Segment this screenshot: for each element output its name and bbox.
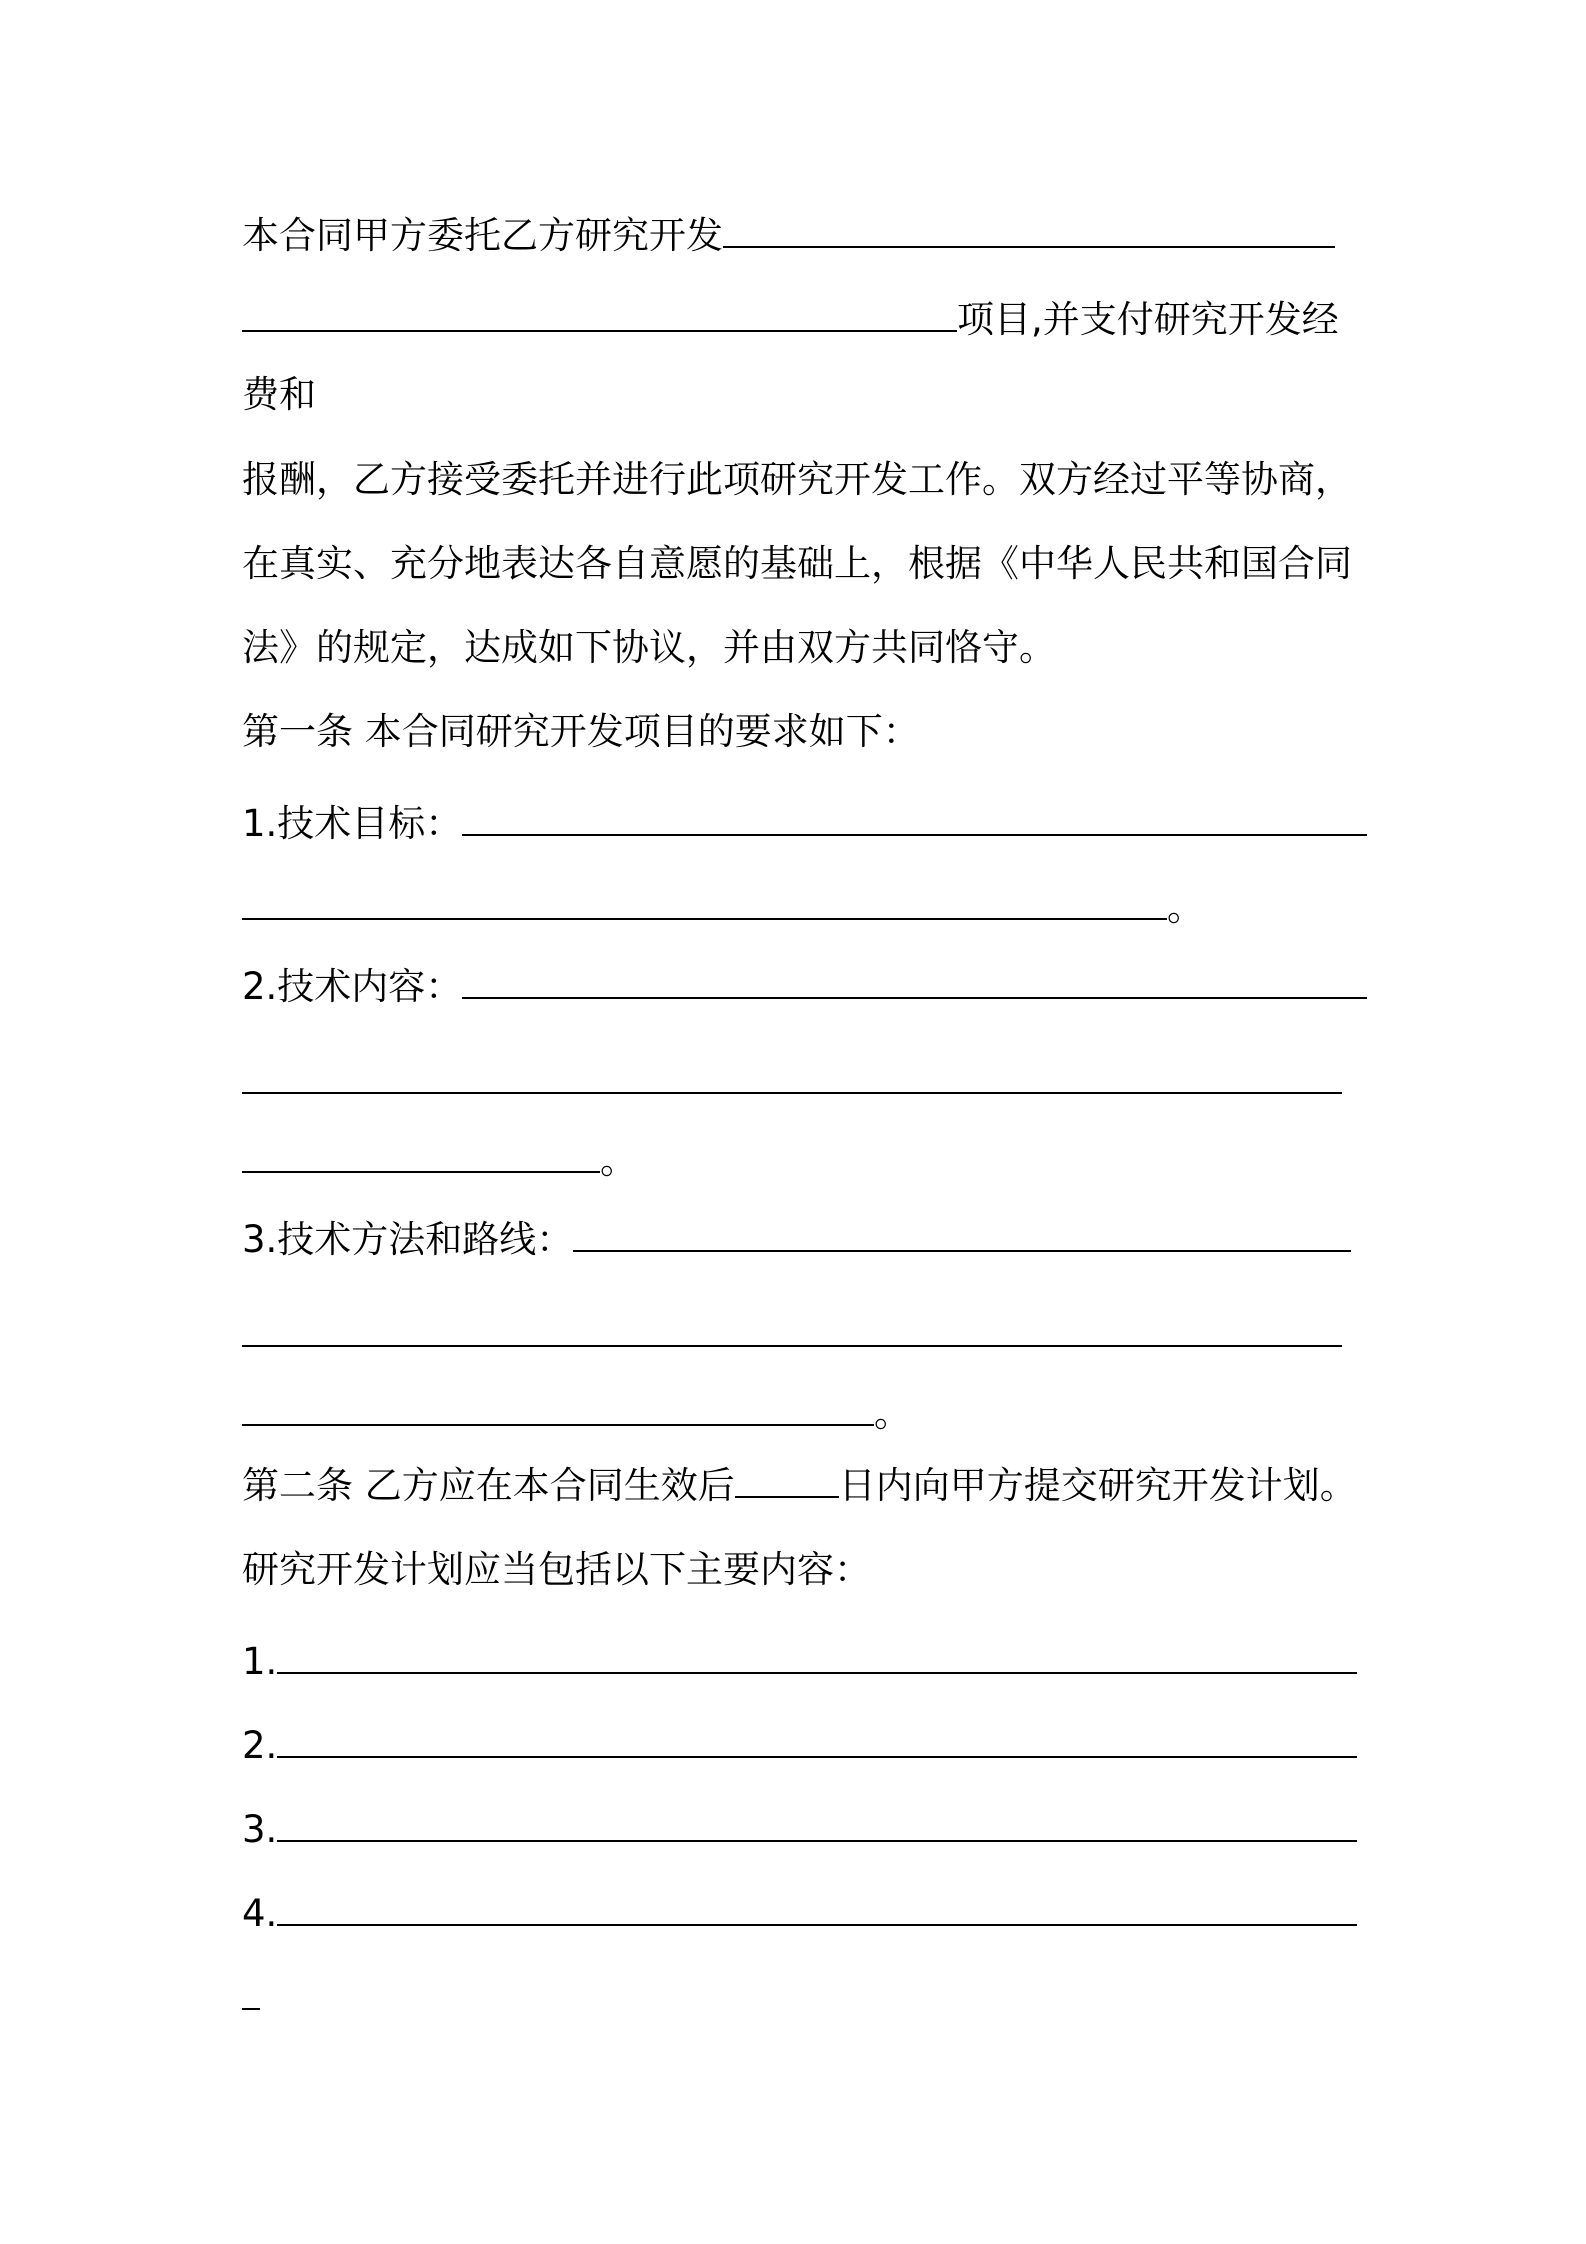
line-text: 3.技术方法和路线：: [242, 1218, 574, 1261]
line-11: [242, 1052, 1362, 1112]
line-3: [242, 365, 1362, 425]
line-6: [242, 618, 1362, 678]
article-1-heading: [242, 702, 1362, 762]
fill-blank[interactable]: [242, 1131, 600, 1173]
fill-blank[interactable]: [242, 1384, 874, 1426]
line-4: [242, 450, 1362, 510]
fill-blank[interactable]: [242, 1052, 1342, 1094]
fill-blank[interactable]: [277, 1800, 1357, 1842]
line-text: 4.: [242, 1892, 278, 1935]
fill-blank[interactable]: [242, 878, 1167, 920]
line-17: [242, 1540, 1362, 1600]
fill-blank[interactable]: [462, 794, 1367, 836]
fill-blank[interactable]: [277, 1716, 1357, 1758]
article-2-heading: [242, 1456, 1362, 1516]
line-5: [242, 534, 1362, 594]
line-text: 法》的规定，达成如下协议，并由双方共同恪守。: [242, 626, 1056, 669]
line-12: [242, 1131, 1362, 1191]
line-9: [242, 878, 1362, 938]
fill-blank[interactable]: [242, 1305, 1342, 1347]
line-suffix: 。: [874, 1392, 911, 1435]
line-suffix: 日内向甲方提交研究开发计划。: [838, 1464, 1357, 1507]
line-text: 1.技术目标：: [242, 802, 463, 845]
line-text: 3.: [242, 1808, 278, 1851]
fill-blank[interactable]: [277, 1884, 1357, 1926]
line-text: 本合同甲方委托乙方研究开发: [242, 214, 723, 257]
fill-blank[interactable]: [277, 1632, 1357, 1674]
item-tech-content: [242, 957, 1362, 1017]
line-text: 2.: [242, 1724, 278, 1767]
line-text: 第二条 乙方应在本合同生效后: [242, 1464, 735, 1507]
line-2: [242, 290, 1362, 350]
fill-blank[interactable]: [735, 1456, 839, 1498]
line-text: 第一条 本合同研究开发项目的要求如下：: [242, 710, 920, 753]
line-text: 费和: [242, 373, 316, 416]
line-suffix: 项目,并支付研究开发经: [957, 298, 1339, 341]
line-suffix: 。: [1167, 886, 1204, 929]
line-text: 2.技术内容：: [242, 965, 463, 1008]
line-1: [242, 206, 1362, 266]
fill-blank[interactable]: [462, 957, 1367, 999]
line-text: 1.: [242, 1640, 278, 1683]
line-suffix: 。: [600, 1139, 637, 1182]
fill-blank[interactable]: [573, 1210, 1351, 1252]
plan-item-3: [242, 1800, 1362, 1860]
plan-item-2: [242, 1716, 1362, 1776]
line-15: [242, 1384, 1362, 1444]
line-text: 研究开发计划应当包括以下主要内容：: [242, 1548, 871, 1591]
trailing-underline: [242, 2008, 260, 2010]
fill-blank[interactable]: [723, 206, 1335, 248]
item-tech-goal: [242, 794, 1362, 854]
line-text: 在真实、充分地表达各自意愿的基础上，根据《中华人民共和国合同: [242, 542, 1352, 585]
line-14: [242, 1305, 1362, 1365]
fill-blank[interactable]: [242, 290, 957, 332]
item-tech-method: [242, 1210, 1362, 1270]
line-text: 报酬，乙方接受委托并进行此项研究开发工作。双方经过平等协商，: [242, 458, 1352, 501]
plan-item-4: [242, 1884, 1362, 1944]
plan-item-1: [242, 1632, 1362, 1692]
